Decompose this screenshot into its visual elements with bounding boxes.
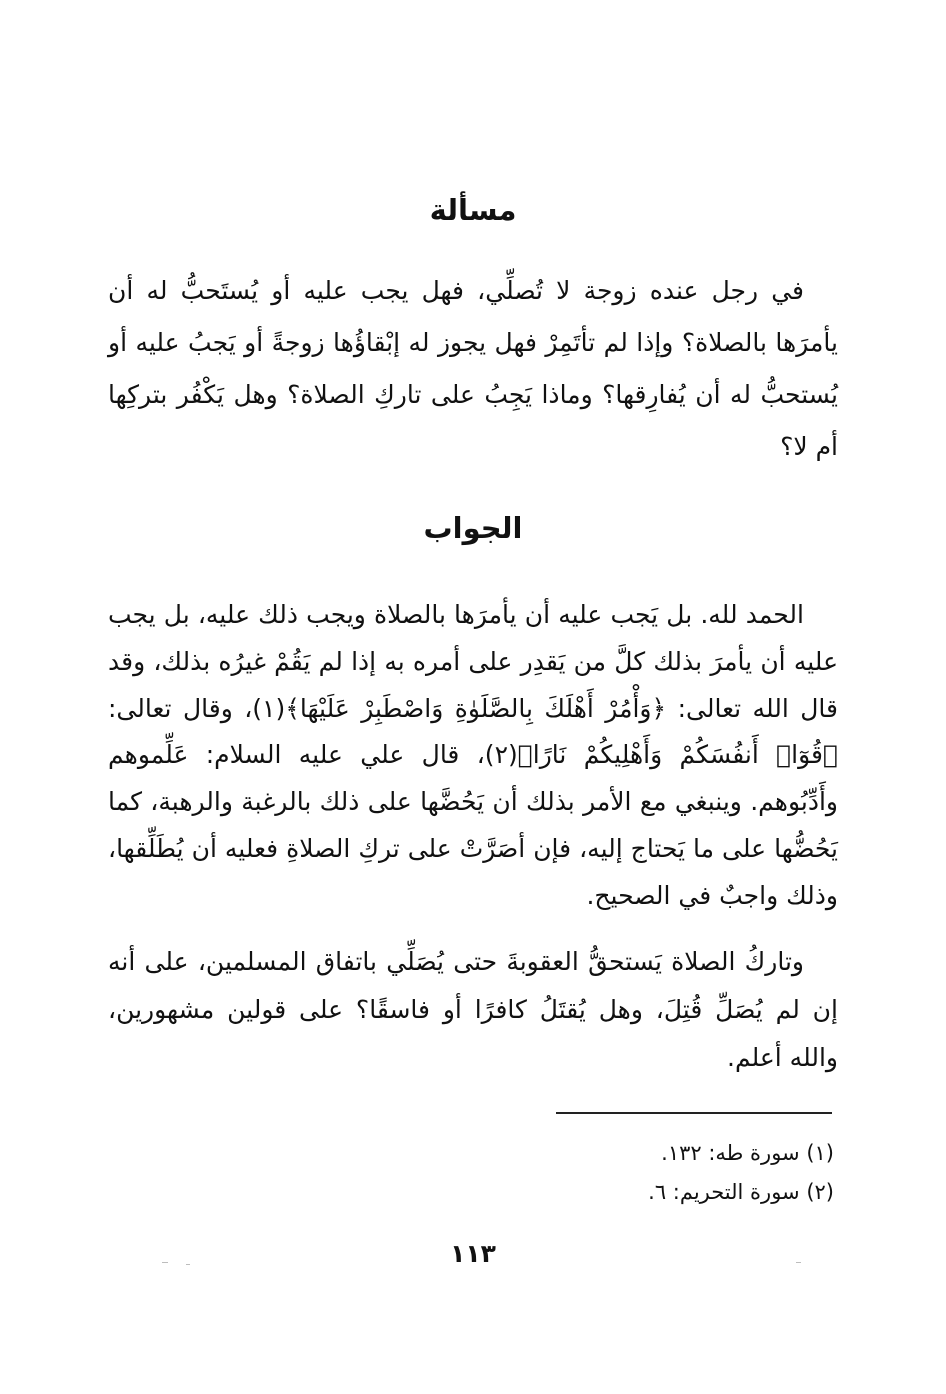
answer-paragraph-1-text: الحمد لله. بل يَجب عليه أن يأمرَها بالصلاة ويجب ذلك عليه، بل يجب عليه أن يأمرَ بذلك كلَّ من يَقدِر على أمره به إذا لم يَقُمْ غيرُه بذلك، وقد قال الله تعالى: ﴿وَأْمُرْ أَهْلَكَ بِالصَّلَوٰةِ وَاصْطَبِرْ عَلَيْهَا﴾(١)، وقال تعالى: ﴿قُوٓا۟ أَنفُسَكُمْ وَأَهْلِيكُمْ نَارًا﴾(٢)، قال علي عليه السلام: عَلِّموهم وأَدِّبُوهم. وينبغي مع الأمر بذلك أن يَحُضَّها على ذلك بالرغبة والرهبة، كما يَحُضُّها على ما يَحتاج إليه، فإن أصَرَّتْ على تركِ الصلاةِ فعليه أن يُطَلِّقها، وذلك واجبٌ في الصحيح. [108,600,838,910]
answer-paragraph-2 [108,938,838,1082]
answer-heading: الجواب [423,511,523,545]
answer-paragraph-1 [108,592,838,920]
scan-speck [162,1262,168,1263]
scan-speck [186,1264,190,1265]
question-text: في رجل عنده زوجة لا تُصلِّي، فهل يجب عليه أو يُستَحبُّ له أن يأمرَها بالصلاة؟ وإذا لم تأتَمِرْ فهل يجوز له إبْقاؤُها زوجةً أو يَجبُ عليه أو يُستحبُّ له أن يُفارِقها؟ وماذا يَجِبُ على تاركِ الصلاة؟ وهل يَكْفُر بتركِها أم لا؟ [108,276,838,461]
answer-paragraph-2-text: وتاركُ الصلاة يَستحقُّ العقوبةَ حتى يُصَلِّي باتفاق المسلمين، على أنه إن لم يُصَلِّ قُتِلَ، وهل يُقتَلُ كافرًا أو فاسقًا؟ على قولين مشهورين، والله أعلم. [108,947,838,1072]
question-heading: مسألة [429,193,517,227]
question-paragraph [108,265,838,473]
scan-speck [796,1262,801,1263]
page-number: ١١٣ [450,1239,496,1268]
footnote-1: (١) سورة طه: ١٣٢. [661,1141,834,1165]
footnote-2: (٢) سورة التحريم: ٦. [648,1180,834,1204]
footnote-separator [556,1112,832,1114]
